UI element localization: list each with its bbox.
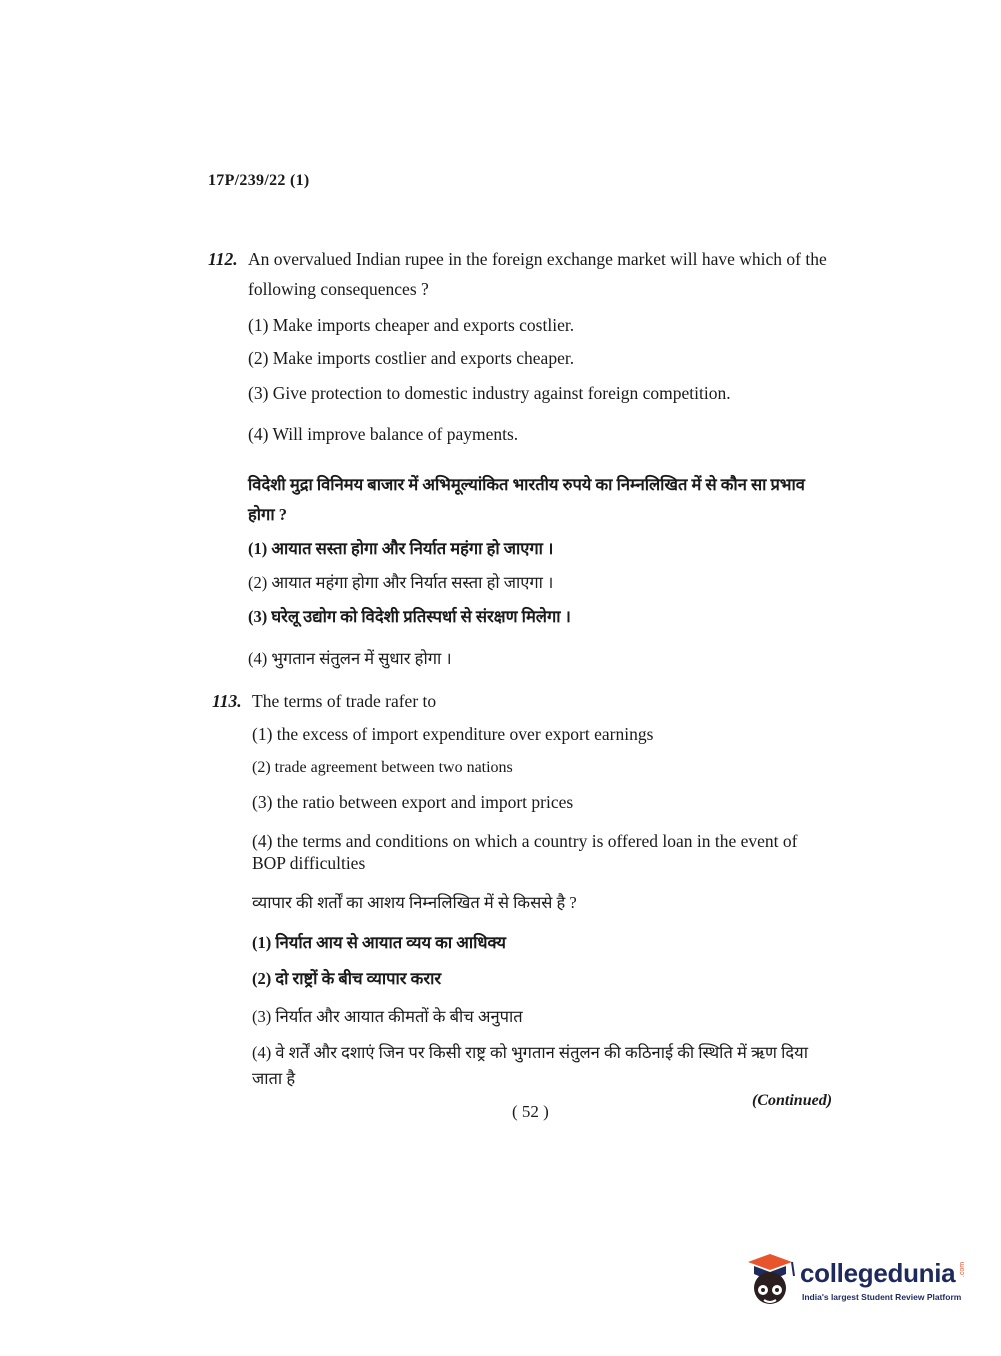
option-2: (2) trade agreement between two nations xyxy=(252,759,513,776)
brand-name: collegedunia xyxy=(800,1258,956,1288)
page-number: ( 52 ) xyxy=(512,1102,549,1121)
brand-tagline: India's largest Student Review Platform xyxy=(802,1292,962,1302)
option-3: (3) Give protection to domestic industry against foreign competition. xyxy=(248,383,731,403)
question-text: An overvalued Indian rupee in the foreign exchange market will have which of the following consequences ? xyxy=(248,249,827,299)
option-1: (1) Make imports cheaper and exports costlier. xyxy=(248,315,575,335)
brand-suffix: .com xyxy=(959,1261,967,1278)
question-text-hindi: व्यापार की शर्तों का आशय निम्नलिखित में से किससे है ? xyxy=(252,893,577,912)
option-4: (4) the terms and conditions on which a country is offered loan in the event of BOP difficulties xyxy=(252,831,798,873)
collegedunia-mascot-icon xyxy=(742,1252,798,1312)
option-1: (1) the excess of import expenditure over export earnings xyxy=(252,724,654,744)
option-4-hindi: (4) वे शर्तें और दशाएं जिन पर किसी राष्ट्र को भुगतान संतुलन की कठिनाई की स्थिति में ऋण दिया जाता है xyxy=(252,1043,808,1088)
question-number: 112. xyxy=(208,249,238,269)
option-1-hindi: (1) आयात सस्ता होगा और निर्यात महंगा हो जाएगा । xyxy=(248,539,554,558)
option-3: (3) the ratio between export and import prices xyxy=(252,792,574,812)
option-4-hindi: (4) भुगतान संतुलन में सुधार होगा । xyxy=(248,649,452,668)
option-2-hindi: (2) दो राष्ट्रों के बीच व्यापार करार xyxy=(252,969,442,988)
question-text: The terms of trade rafer to xyxy=(252,691,437,711)
option-1-hindi: (1) निर्यात आय से आयात व्यय का आधिक्य xyxy=(252,933,506,952)
option-2-hindi: (2) आयात महंगा होगा और निर्यात सस्ता हो जाएगा । xyxy=(248,573,554,592)
option-3-hindi: (3) घरेलू उद्योग को विदेशी प्रतिस्पर्धा से संरक्षण मिलेगा । xyxy=(248,607,571,626)
paper-code: 17P/239/22 (1) xyxy=(208,172,310,189)
question-text-hindi: विदेशी मुद्रा विनिमय बाजार में अभिमूल्यांकित भारतीय रुपये का निम्नलिखित में से कौन सा प्रभाव होगा ? xyxy=(248,475,805,524)
option-4: (4) Will improve balance of payments. xyxy=(248,424,519,444)
question-number: 113. xyxy=(212,691,242,711)
option-2: (2) Make imports costlier and exports cheaper. xyxy=(248,348,575,368)
option-3-hindi: (3) निर्यात और आयात कीमतों के बीच अनुपात xyxy=(252,1007,523,1026)
collegedunia-watermark xyxy=(742,1252,972,1312)
continued-label: (Continued) xyxy=(752,1092,833,1109)
